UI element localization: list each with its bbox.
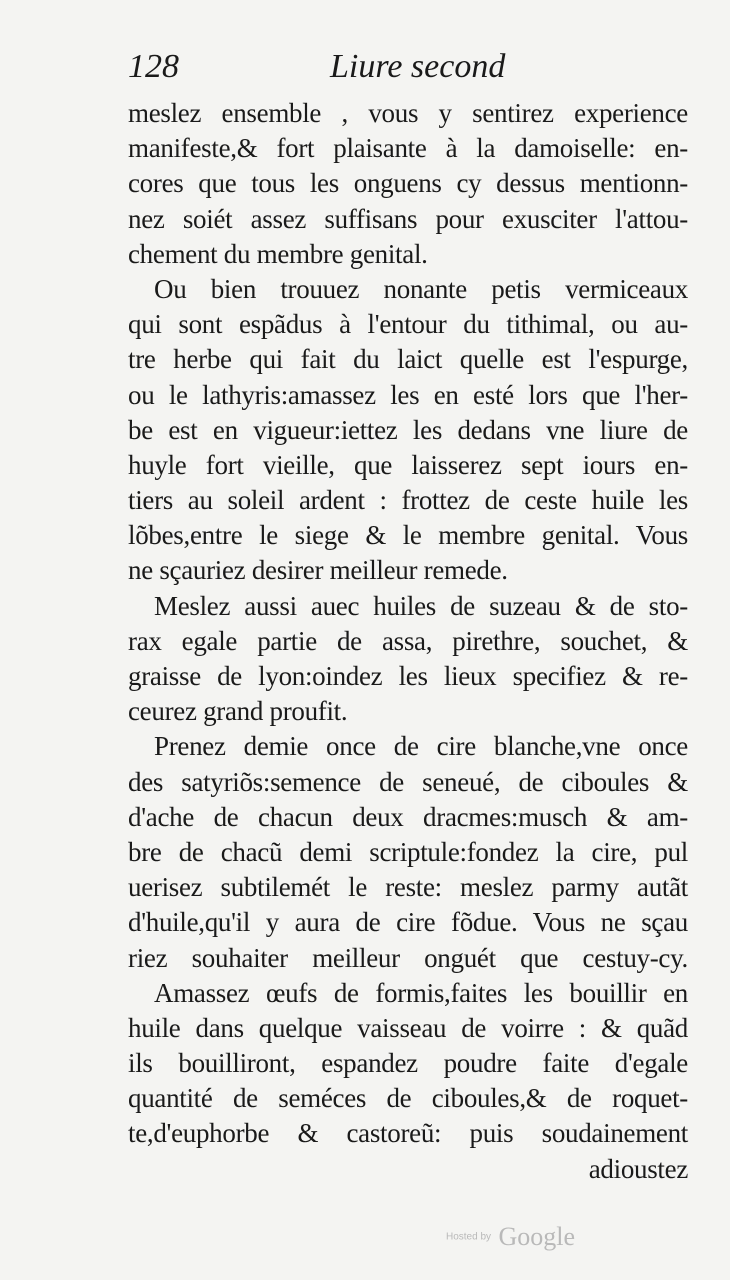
- running-title: Liure second: [330, 48, 506, 85]
- text-line: d'ache de chacun deux dracmes:musch & am-: [128, 801, 688, 832]
- page-number: 128: [128, 48, 179, 85]
- body-text: [128, 96, 688, 1187]
- hosted-by-label: Hosted by: [446, 1231, 492, 1243]
- hosted-by-google-watermark: [446, 1222, 575, 1252]
- text-line: des satyriõs:semence de seneué, de ciboules &: [128, 766, 688, 797]
- text-line: rax egale partie de assa, pirethre, souchet, &: [128, 625, 688, 656]
- text-line: ne sçauriez desirer meilleur remede.: [128, 555, 508, 586]
- text-line: riez souhaiter meilleur onguét que cestuy-cy.: [128, 942, 688, 973]
- text-line: te,d'euphorbe & castoreũ: puis soudainement: [128, 1118, 688, 1149]
- text-line: ceurez grand proufit.: [128, 696, 348, 727]
- paragraph-start-line: Amassez œufs de formis,faites les bouillir en: [154, 977, 688, 1008]
- page-header: [128, 48, 688, 92]
- text-line: quantité de seméces de ciboules,& de roquet-: [128, 1083, 688, 1114]
- text-line: d'huile,qu'il y aura de cire fõdue. Vous ne sçau: [128, 907, 688, 938]
- text-line: nez soiét assez suffisans pour exusciter l'attou-: [128, 203, 688, 234]
- text-line: graisse de lyon:oindez les lieux specifiez & re-: [128, 661, 688, 691]
- text-line: bre de chacũ demi scriptule:fondez la cire, pul: [128, 836, 688, 867]
- paragraph-start-line: Ou bien trouuez nonante petis vermiceaux: [154, 273, 688, 304]
- google-logo: Google: [498, 1222, 576, 1251]
- text-line: tiers au soleil ardent : frottez de ceste huile les: [128, 485, 688, 516]
- text-line: ils bouilliront, espandez poudre faite d'egale: [128, 1048, 688, 1079]
- text-line: manifeste,& fort plaisante à la damoiselle: en-: [128, 133, 688, 164]
- text-line: qui sont espãdus à l'entour du tithimal, ou au-: [128, 309, 688, 340]
- text-line: tre herbe qui fait du laict quelle est l'espurge,: [128, 344, 688, 375]
- text-line: chement du membre genital.: [128, 238, 428, 269]
- text-line: meslez ensemble , vous y sentirez experience: [128, 98, 688, 128]
- text-line: uerisez subtilemét le reste: meslez parmy autãt: [128, 872, 688, 903]
- text-line: cores que tous les onguens cy dessus mentionn-: [128, 168, 688, 199]
- paragraph-start-line: Meslez aussi auec huiles de suzeau & de sto-: [154, 590, 688, 621]
- text-line: ou le lathyris:amassez les en esté lors que l'her-: [128, 379, 688, 410]
- text-line: huile dans quelque vaisseau de voirre : & quãd: [128, 1012, 688, 1043]
- paragraph-start-line: Prenez demie once de cire blanche,vne once: [154, 731, 688, 762]
- catchword: adioustez: [588, 1153, 688, 1184]
- text-line: be est en vigueur:iettez les dedans vne liure de: [128, 414, 688, 445]
- text-line: lõbes,entre le siege & le membre genital. Vous: [128, 520, 688, 551]
- text-line: huyle fort vieille, que laisserez sept iours en-: [128, 449, 688, 480]
